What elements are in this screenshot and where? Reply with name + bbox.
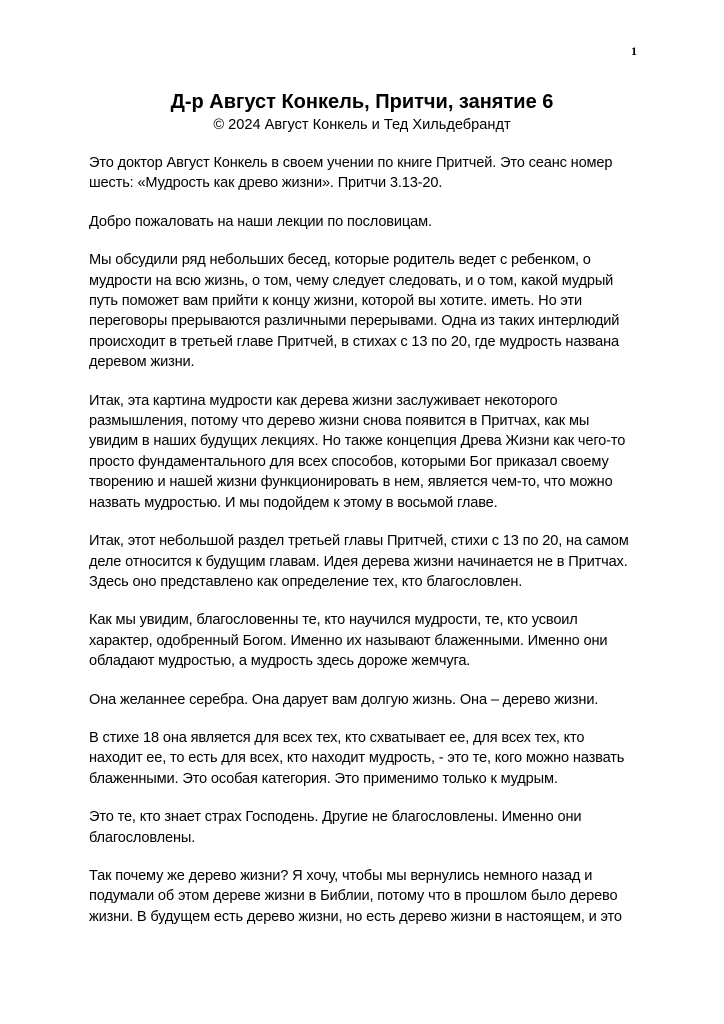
- paragraph: Мы обсудили ряд небольших бесед, которые родитель ведет с ребенком, о мудрости на всю жизнь, о том, чему следует следовать, и о том, какой мудрый путь поможет вам прийти к концу жизни, которой вы хотите. иметь. Но эти переговоры прерываются различными перерывами. Одна из таких интерлюдий происходит в третьей главе Притчей, в стихах с 13 по 20, где мудрость названа деревом жизни.: [89, 252, 620, 371]
- document-header: [0, 90, 724, 135]
- paragraph: В стихе 18 она является для всех тех, кто схватывает ее, для всех тех, кто находит ее, то есть для всех, кто находит мудрость, - это те, кого можно назвать блаженными. Это особая категория. Это применимо только к мудрым.: [89, 729, 625, 787]
- paragraph: Итак, этот небольшой раздел третьей главы Притчей, стихи с 13 по 20, на самом деле относится к будущим главам. Идея дерева жизни начинается не в Притчах. Здесь оно представлено как определение тех, кто благословлен.: [89, 533, 629, 590]
- paragraph: Это те, кто знает страх Господень. Другие не благословлены. Именно они благословлены.: [89, 809, 582, 846]
- paragraph: Она желаннее серебра. Она дарует вам долгую жизнь. Она – дерево жизни.: [89, 691, 599, 708]
- page-number: 1: [631, 44, 637, 58]
- copyright-line: © 2024 Август Конкель и Тед Хильдебрандт: [213, 117, 511, 133]
- paragraph: Как мы увидим, благословенны те, кто научился мудрости, те, кто усвоил характер, одобренный Богом. Именно их называют блаженными. Именно они обладают мудростью, а мудрость здесь дороже жемчуга.: [89, 612, 608, 670]
- paragraph: Итак, эта картина мудрости как дерева жизни заслуживает некоторого размышления, потому что дерево жизни снова появится в Притчах, как мы увидим в наших будущих лекциях. Но также концепция Древа Жизни как чего-то просто фундаментального для всех способов, которыми Бог приказал своему творению и нашей жизни функционировать в нем, является чем-то, что можно назвать мудростью. И мы подойдем к этому в восьмой главе.: [89, 392, 626, 511]
- document-body: [89, 153, 637, 945]
- document-title: Д-р Август Конкель, Притчи, занятие 6: [170, 91, 554, 113]
- paragraph: Так почему же дерево жизни? Я хочу, чтобы мы вернулись немного назад и подумали об этом дереве жизни в Библии, потому что в прошлом было дерево жизни. В будущем есть дерево жизни, но есть дерево жизни в настоящем, и это: [89, 867, 622, 925]
- paragraph: Добро пожаловать на наши лекции по пословицам.: [89, 213, 432, 230]
- paragraph: Это доктор Август Конкель в своем учении по книге Притчей. Это сеанс номер шесть: «Мудрость как древо жизни». Притчи 3.13-20.: [89, 155, 613, 192]
